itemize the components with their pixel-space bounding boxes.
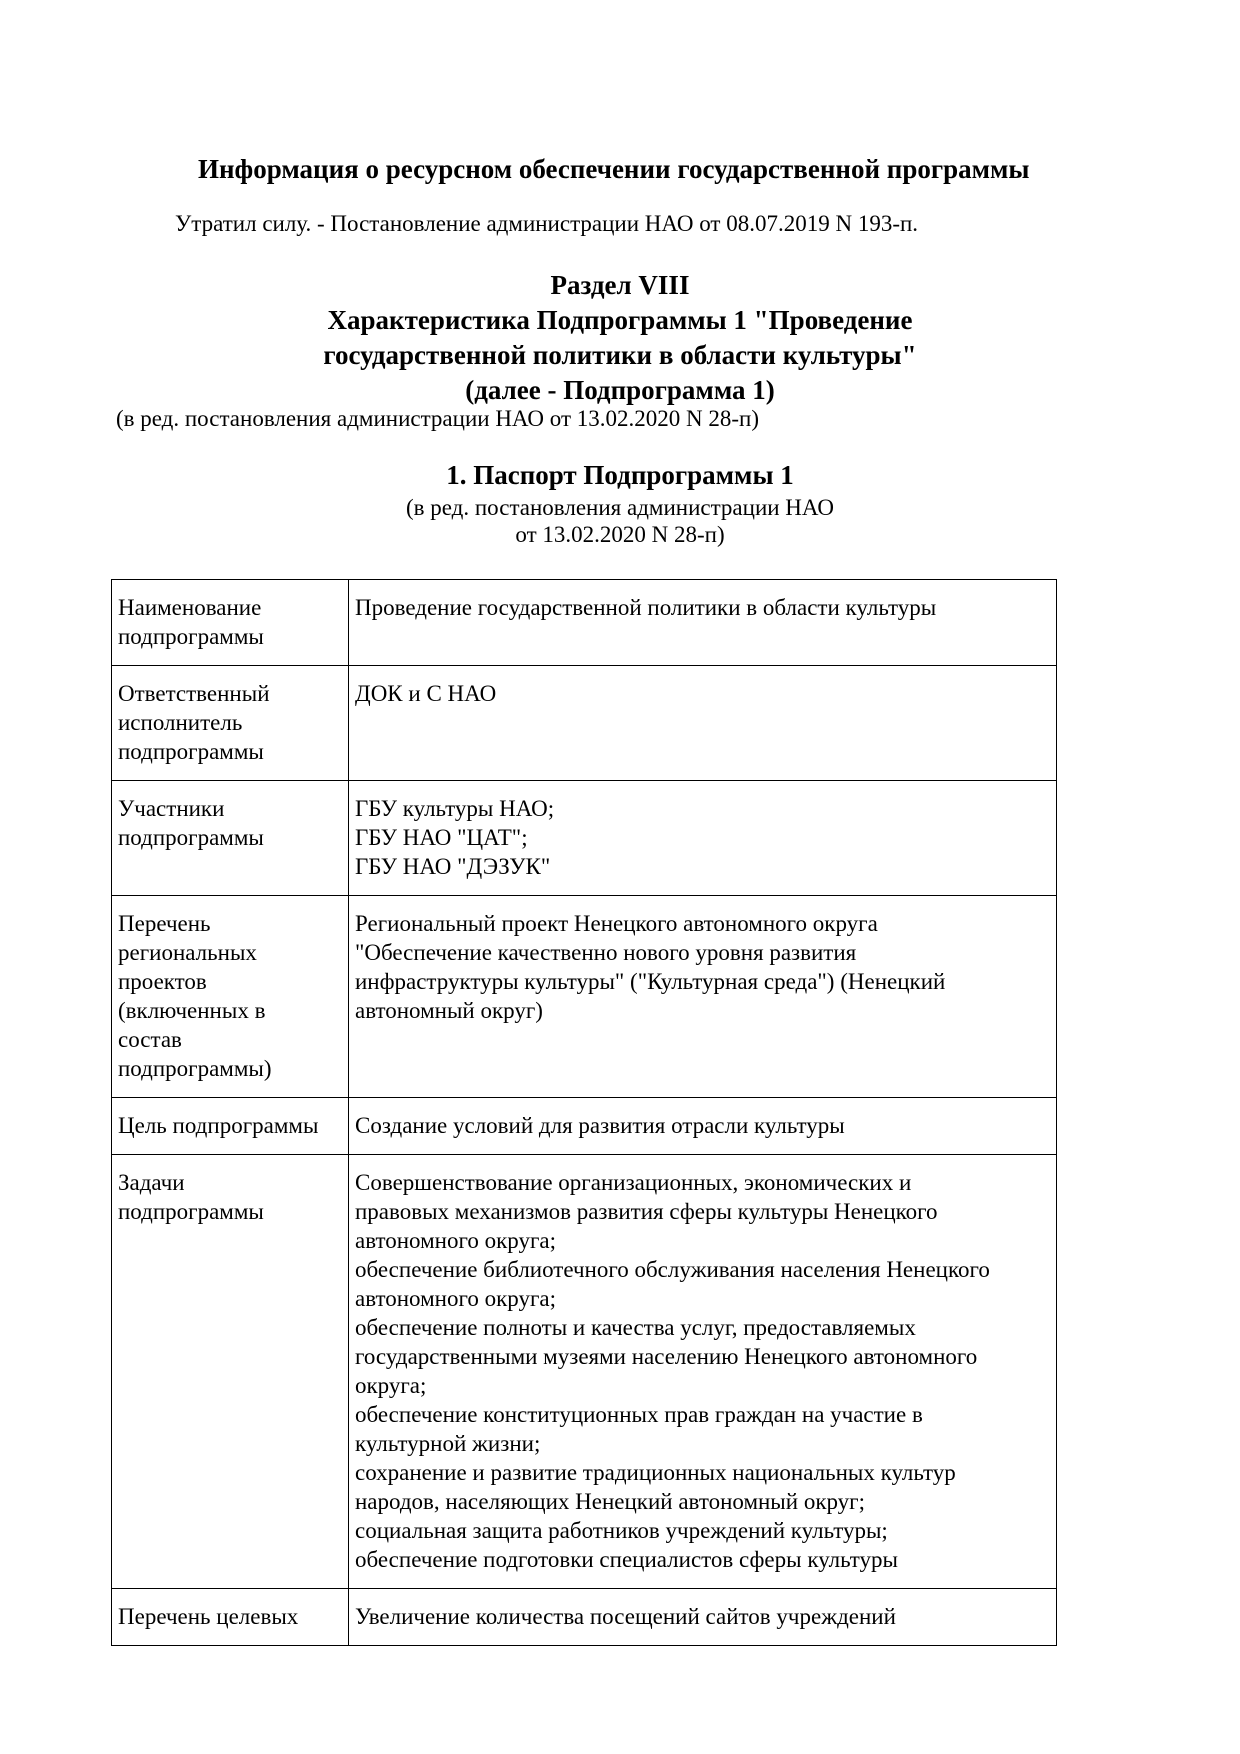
row-label-line: подпрограммы [118,624,264,649]
row-label-line: подпрограммы [118,1199,264,1224]
row-value-cell [349,1589,1057,1646]
row-value-line: "Обеспечение качественно нового уровня развития [355,940,857,965]
section-title-line-3: (далее - Подпрограмма 1) [465,375,775,405]
row-label-line: проектов [118,969,207,994]
row-value-line: Создание условий для развития отрасли культуры [355,1113,845,1138]
row-value-line: обеспечение подготовки специалистов сферы культуры [355,1547,898,1572]
row-label-line: Ответственный [118,681,270,706]
table-row [112,781,1057,896]
row-value-line: обеспечение полноты и качества услуг, предоставляемых [355,1315,916,1340]
passport-edition-line-2: от 13.02.2020 N 28-п) [515,522,725,547]
row-value-cell [349,580,1057,666]
row-value-cell [349,1155,1057,1589]
row-value-line: автономный округ) [355,998,543,1023]
row-value-line: ДОК и С НАО [355,681,497,706]
row-value-line: сохранение и развитие традиционных национальных культур [355,1460,956,1485]
table-row [112,1098,1057,1155]
row-value-cell [349,896,1057,1098]
row-value-line: Проведение государственной политики в области культуры [355,595,937,620]
row-value-line: правовых механизмов развития сферы культуры Ненецкого [355,1199,938,1224]
table-row [112,896,1057,1098]
row-label-line: Участники [118,796,225,821]
row-label-cell [112,896,349,1098]
row-value-line: народов, населяющих Ненецкий автономный округ; [355,1489,866,1514]
row-label-line: Цель подпрограммы [118,1113,319,1138]
table-row [112,1589,1057,1646]
row-value-line: социальная защита работников учреждений культуры; [355,1518,888,1543]
table-row [112,1155,1057,1589]
row-label-line: состав [118,1027,182,1052]
document-title: Информация о ресурсном обеспечении государственной программы [198,154,1030,184]
row-label-line: подпрограммы [118,825,264,850]
row-label-cell [112,1589,349,1646]
table-row [112,666,1057,781]
section-edition-note: (в ред. постановления администрации НАО от 13.02.2020 N 28-п) [116,406,759,431]
row-value-line: Увеличение количества посещений сайтов учреждений [355,1604,896,1629]
row-value-line: автономного округа; [355,1286,556,1311]
row-label-line: региональных [118,940,257,965]
row-value-line: культурной жизни; [355,1431,541,1456]
row-value-cell [349,666,1057,781]
section-title-line-1: Характеристика Подпрограммы 1 "Проведение [327,305,913,335]
repeal-note: Утратил силу. - Постановление администрации НАО от 08.07.2019 N 193-п. [175,211,919,236]
row-value-cell [349,781,1057,896]
row-label-line: Задачи [118,1170,185,1195]
row-label-line: Наименование [118,595,262,620]
section-number: Раздел VIII [550,270,690,300]
row-value-line: ГБУ НАО "ДЭЗУК" [355,854,551,879]
row-label-line: подпрограммы [118,739,264,764]
row-label-line: Перечень целевых [118,1604,299,1629]
row-label-line: исполнитель [118,710,243,735]
row-value-line: инфраструктуры культуры" ("Культурная среда") (Ненецкий [355,969,946,994]
passport-title: 1. Паспорт Подпрограммы 1 [446,460,794,490]
row-label-line: подпрограммы) [118,1056,272,1081]
table-row [112,580,1057,666]
row-label-cell [112,666,349,781]
row-value-line: государственными музеями населению Ненецкого автономного [355,1344,978,1369]
row-label-line: Перечень [118,911,211,936]
passport-table [111,579,1057,1646]
row-value-line: Региональный проект Ненецкого автономного округа [355,911,878,936]
row-label-cell [112,1155,349,1589]
row-value-cell [349,1098,1057,1155]
row-label-cell [112,781,349,896]
row-value-line: округа; [355,1373,427,1398]
row-value-line: ГБУ культуры НАО; [355,796,555,821]
row-value-line: обеспечение конституционных прав граждан на участие в [355,1402,923,1427]
row-label-cell [112,1098,349,1155]
row-value-line: автономного округа; [355,1228,556,1253]
row-value-line: Совершенствование организационных, экономических и [355,1170,912,1195]
row-value-line: ГБУ НАО "ЦАТ"; [355,825,528,850]
row-label-cell [112,580,349,666]
row-value-line: обеспечение библиотечного обслуживания населения Ненецкого [355,1257,990,1282]
row-label-line: (включенных в [118,998,266,1023]
passport-edition-line-1: (в ред. постановления администрации НАО [405,495,834,520]
section-title-line-2: государственной политики в области культуры" [323,340,917,370]
